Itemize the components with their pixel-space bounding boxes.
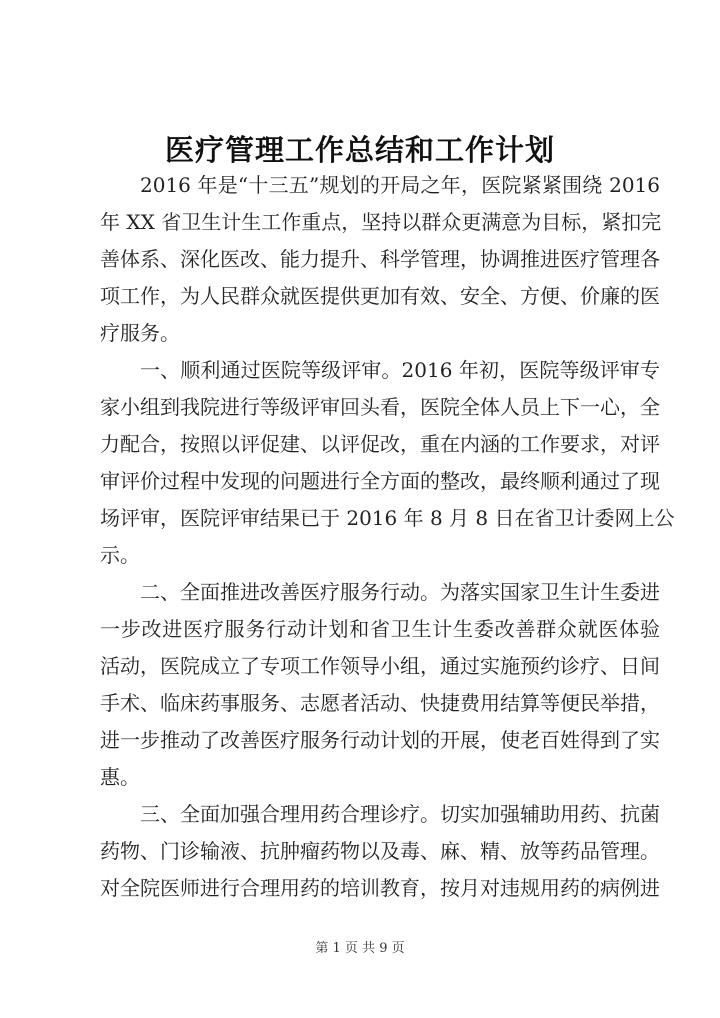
paragraph-line: 疗服务。 [100, 321, 180, 345]
paragraph-line: 年 XX 省卫生计生工作重点，坚持以群众更满意为目标，紧扣完 [100, 210, 662, 234]
paragraph-line: 审评价过程中发现的问题进行全方面的整改，最终顺利通过了现 [100, 469, 660, 493]
paragraph-line: 二、全面推进改善医疗服务行动。为落实国家卫生计生委进 [140, 580, 660, 604]
paragraph-line: 一步改进医疗服务行动计划和省卫生计生委改善群众就医体验 [100, 617, 660, 641]
paragraph-line: 手术、临床药事服务、志愿者活动、快捷费用结算等便民举措， [100, 691, 660, 715]
document-title: 医疗管理工作总结和工作计划 [164, 133, 555, 167]
paragraph-line: 家小组到我院进行等级评审回头看，医院全体人员上下一心，全 [100, 395, 660, 419]
paragraph-line: 场评审，医院评审结果已于 2016 年 8 月 8 日在省卫计委网上公 [100, 506, 675, 530]
paragraph-line: 一、顺利通过医院等级评审。2016 年初，医院等级评审专 [140, 358, 660, 382]
paragraph-line: 善体系、深化医改、能力提升、科学管理，协调推进医疗管理各 [100, 247, 660, 271]
paragraph-line: 三、全面加强合理用药合理诊疗。切实加强辅助用药、抗菌 [140, 802, 660, 826]
paragraph-line: 药物、门诊输液、抗肿瘤药物以及毒、麻、精、放等药品管理。 [100, 839, 660, 863]
paragraph-line: 进一步推动了改善医疗服务行动计划的开展，使老百姓得到了实 [100, 728, 660, 752]
paragraph-line: 力配合，按照以评促建、以评促改，重在内涵的工作要求，对评 [100, 432, 660, 456]
paragraph-line: 示。 [100, 543, 140, 567]
page-footer: 第 1 页 共 9 页 [315, 941, 405, 956]
paragraph-line: 2016 年是“十三五”规划的开局之年，医院紧紧围绕 2016 [140, 173, 660, 197]
paragraph-line: 惠。 [100, 765, 140, 789]
paragraph-line: 活动，医院成立了专项工作领导小组，通过实施预约诊疗、日间 [100, 654, 660, 678]
paragraph-line: 项工作，为人民群众就医提供更加有效、安全、方便、价廉的医 [100, 284, 660, 308]
paragraph-line: 对全院医师进行合理用药的培训教育，按月对违规用药的病例进 [100, 876, 660, 900]
